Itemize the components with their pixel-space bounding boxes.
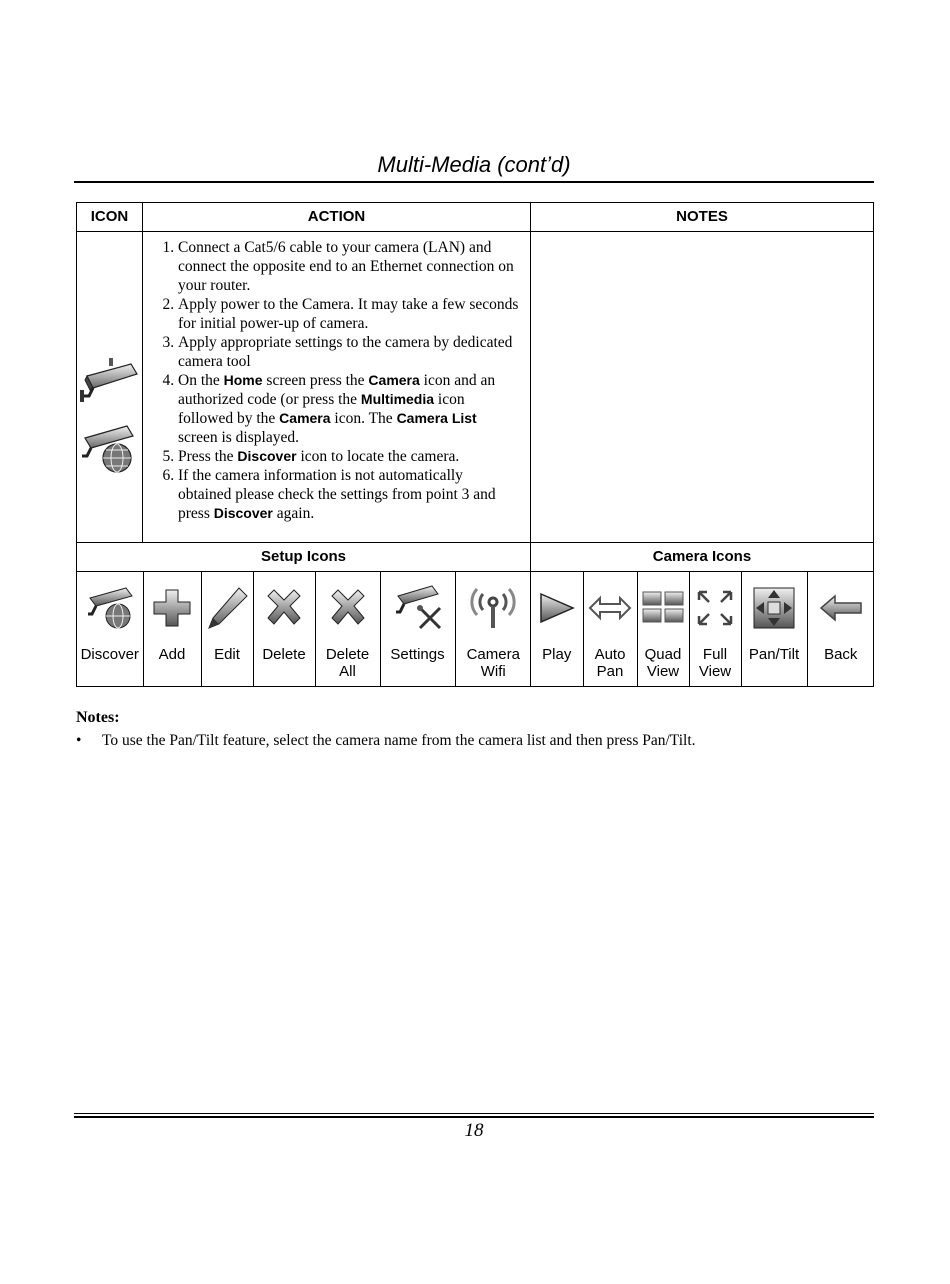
action-steps-list	[143, 238, 520, 523]
step-keyword: Home	[223, 372, 263, 388]
step-text: Apply power to the Camera. It may take a few seconds for initial power-up of camera.	[178, 296, 519, 332]
camera-globe-icon	[79, 418, 141, 474]
step-text: icon. The	[330, 410, 397, 427]
note-item	[76, 732, 876, 750]
camera-icons-row	[531, 572, 874, 687]
step-keyword: Multimedia	[360, 391, 435, 407]
step-keyword: Camera List	[396, 410, 477, 426]
notes-cell	[531, 232, 874, 543]
action-step	[178, 371, 520, 447]
title-rule	[74, 181, 874, 183]
icon-label: Camera Wifi	[466, 646, 520, 680]
icon-cell-play	[531, 572, 583, 686]
x-icon	[260, 584, 308, 632]
icon-cell-quad-view	[637, 572, 689, 686]
icon-cell-back	[807, 572, 874, 686]
step-text: icon and an authorized code (or press the	[178, 372, 496, 408]
icon-cell-auto-pan	[583, 572, 637, 686]
icon-cell-delete	[253, 572, 315, 686]
x-icon	[324, 584, 372, 632]
header-notes: NOTES	[531, 203, 874, 232]
page-number: 18	[464, 1120, 484, 1141]
note-text: To use the Pan/Tilt feature, select the camera name from the camera list and then press Pan/Tilt.	[102, 732, 696, 749]
action-step	[178, 295, 520, 333]
back-arrow-icon	[817, 584, 865, 632]
icon-cell-pan-tilt	[741, 572, 807, 686]
icon-column-cell	[77, 232, 143, 543]
quad-icon	[639, 584, 687, 632]
icon-label: Auto Pan	[594, 646, 626, 680]
step-text: icon to locate the camera.	[296, 448, 460, 465]
icon-cell-delete-all	[315, 572, 380, 686]
action-step	[178, 238, 520, 295]
icon-label: Back	[824, 646, 858, 663]
plus-icon	[148, 584, 196, 632]
step-keyword: Camera	[279, 410, 331, 426]
step-text: Apply appropriate settings to the camera by dedicated camera tool	[178, 334, 513, 370]
double-arrow-icon	[586, 584, 634, 632]
step-keyword: Camera	[368, 372, 420, 388]
icon-cell-camera-wifi	[455, 572, 531, 686]
pan-tilt-icon	[750, 584, 798, 632]
action-step	[178, 447, 520, 466]
setup-icons-grid	[77, 572, 531, 686]
icon-cell-discover	[77, 572, 143, 686]
camera-icons-header: Camera Icons	[531, 543, 874, 572]
camera-tools-icon	[394, 584, 442, 632]
icon-cell-edit	[201, 572, 253, 686]
step-text: Press the	[178, 448, 238, 465]
bullet-icon: •	[76, 732, 82, 749]
wifi-antenna-icon	[469, 584, 517, 632]
icon-label: Add	[158, 646, 186, 663]
step-text: icon followed by the	[178, 391, 465, 427]
header-icon: ICON	[77, 203, 143, 232]
action-step	[178, 333, 520, 371]
icon-label: Delete All	[325, 646, 370, 680]
camera-globe-icon	[86, 584, 134, 632]
footer-rule	[74, 1113, 874, 1114]
security-camera-icon	[79, 346, 141, 402]
footer-rule-thick	[74, 1116, 874, 1118]
pencil-icon	[203, 584, 251, 632]
icon-label: Quad View	[644, 646, 682, 680]
icon-label: Delete	[262, 646, 306, 663]
action-steps-cell	[143, 232, 531, 543]
step-text: screen press the	[262, 372, 369, 389]
setup-icons-row	[77, 572, 531, 687]
instruction-table	[76, 202, 874, 687]
play-icon	[533, 584, 581, 632]
step-text: Connect a Cat5/6 cable to your camera (LAN) and connect the opposite end to an Ethernet connection on your router.	[178, 239, 514, 294]
step-text: screen is displayed.	[178, 429, 299, 446]
icon-label: Full View	[698, 646, 732, 680]
icon-cell-full-view	[689, 572, 741, 686]
icon-cell-settings	[380, 572, 455, 686]
expand-icon	[691, 584, 739, 632]
icon-cell-add	[143, 572, 201, 686]
action-step	[178, 466, 520, 523]
icon-label: Pan/Tilt	[748, 646, 800, 663]
icon-label: Play	[542, 646, 572, 663]
step-text: again.	[272, 505, 315, 522]
step-keyword: Discover	[237, 448, 297, 464]
icon-label: Edit	[214, 646, 240, 663]
step-keyword: Discover	[213, 505, 273, 521]
notes-heading: Notes:	[76, 709, 120, 726]
setup-icons-header: Setup Icons	[77, 543, 531, 572]
step-text: On the	[178, 372, 224, 389]
header-action: ACTION	[143, 203, 531, 232]
icon-label: Settings	[390, 646, 445, 663]
page-title: Multi-Media (cont’d)	[377, 152, 571, 177]
icon-label: Discover	[80, 646, 139, 663]
step-text: If the camera information is not automatically obtained please check the settings from point 3 and press	[178, 467, 496, 522]
camera-icons-grid	[531, 572, 874, 686]
